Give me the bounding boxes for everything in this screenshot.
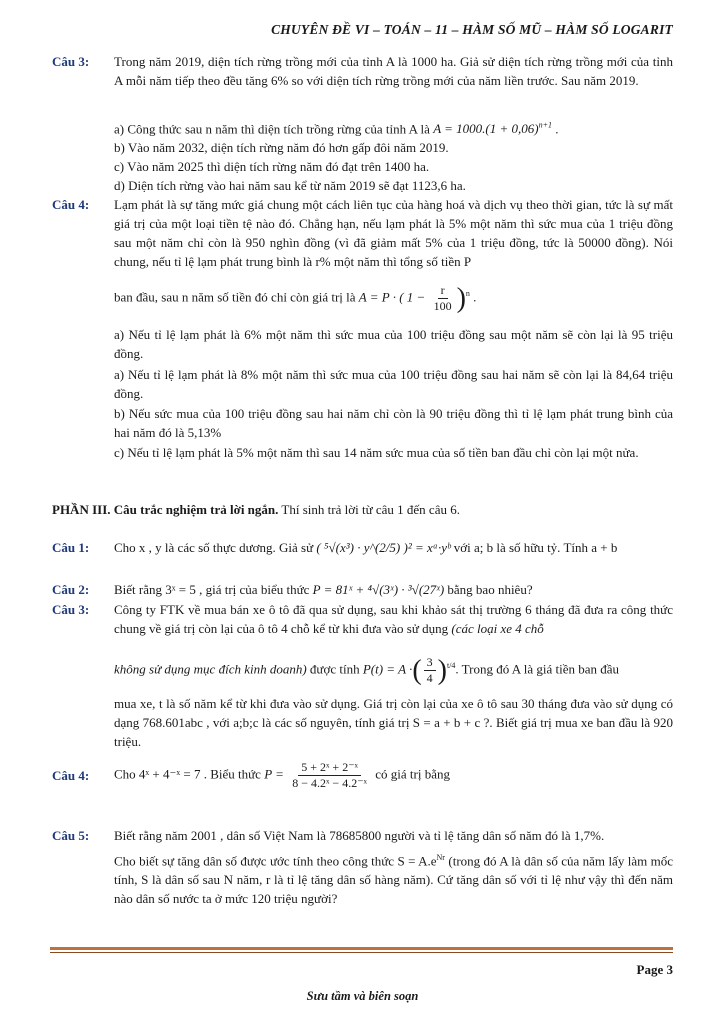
footer-divider-thin: [50, 952, 673, 953]
question-label: Câu 4:: [52, 197, 90, 212]
question-3-part2: [52, 52, 673, 112]
footer-divider: [50, 947, 673, 950]
question-label: Câu 4:: [52, 768, 90, 783]
question-label: Câu 5:: [52, 828, 90, 843]
section-title: PHẦN III. Câu trắc nghiệm trả lời ngắn. Thí sinh trả lời từ câu 1 đến câu 6.: [52, 502, 460, 517]
statement-c: c) Vào năm 2025 thì diện tích rừng năm đó đạt trên 1400 ha.: [114, 159, 430, 174]
fraction: $\frac{3}{4}$: [424, 655, 436, 686]
fraction: $\frac{r}{100}$: [433, 283, 452, 313]
statement-b: b) Vào năm 2032, diện tích rừng năm đó hơn gấp đôi năm 2019.: [114, 140, 449, 155]
short-question-2: Câu 2: Biết rằng 3ˣ = 5 , giá trị của biểu thức P = 81ˣ + ⁴√(3ˣ) · ³√(27ˣ) bằng bao nhiêu?: [52, 582, 533, 597]
statement-b: a) Nếu tỉ lệ lạm phát là 8% một năm thì sức mua của 100 triệu đồng sau hai năm sẽ còn lại là 84,64 triệu đồng.: [114, 367, 673, 401]
statement-a: a) Công thức sau n năm thì diện tích trồng rừng của tỉnh A là $A = 1000.(1 + 0,06)^{n+1}$ .: [114, 121, 559, 137]
statement-d: d) Diện tích rừng vào hai năm sau kể từ năm 2019 sẽ đạt 1123,6 ha.: [114, 178, 466, 193]
formula: ( ⁵√(x³) · y^(2/5) )² = xᵃ·yᵇ: [316, 540, 451, 555]
page-number: Page 3: [636, 962, 673, 977]
statement-c: b) Nếu sức mua của 100 triệu đồng sau hai năm chỉ còn là 90 triệu đồng thì tỉ lệ lạm phát trung bình của hai năm đó là 5,13%: [114, 406, 673, 440]
short-question-3: Câu 3: Công ty FTK về mua bán xe ô tô đã qua sử dụng, sau khi khảo sát thị trường 6 tháng đã đưa ra công thức chung về giá trị còn lại của ô tô 4 chỗ kể từ khi đưa vào sử dụng (các loại xe 4 chỗ: [52, 602, 673, 636]
formula: P = 81ˣ + ⁴√(3ˣ) · ³√(27ˣ): [312, 582, 445, 597]
question-label: Câu 3:: [52, 602, 90, 617]
short-question-5: Câu 5: Biết rằng năm 2001 , dân số Việt Nam là 78685800 người và tỉ lệ tăng dân số năm đó là 1,7%.: [52, 828, 605, 843]
formula-line: ban đầu, sau n năm số tiền đó chỉ còn giá trị là A = P · ( 1 − $\frac{r}{100}$ )$^n$ .: [114, 283, 477, 314]
question-text: Cho biết sự tăng dân số được ước tính theo công thức $S = A.e^{Nr}$ (trong đó A là dân số của năm lấy làm mốc tính, S là dân số sau N năm, r là tỉ lệ tăng dân số hàng năm). Cứ tăng dân số với tỉ lệ như vậy thì đến năm nào dân số nước ta ở mức 120 triệu người?: [114, 853, 673, 907]
short-question-4: Câu 4: Cho 4ˣ + 4⁻ˣ = 7 . Biểu thức P = $\frac{\text{5 + 2ˣ + 2⁻ˣ}}{\text{8 − 4.2ˣ − 4.2⁻ˣ}}$ có giá trị bằng: [52, 760, 450, 790]
question-label: Câu 3:: [52, 54, 90, 69]
statement-d: c) Nếu tỉ lệ lạm phát là 5% một năm thì sau 14 năm sức mua của số tiền ban đầu chỉ còn lại một nửa.: [114, 445, 639, 460]
question-4-part2: [52, 195, 673, 275]
statement-a: a) Nếu tỉ lệ lạm phát là 6% một năm thì sức mua của 100 triệu đồng sau một năm sẽ còn lại là 95 triệu đồng.: [114, 327, 673, 361]
question-text: mua xe, t là số năm kể từ khi đưa vào sử dụng. Giá trị còn lại của xe ô tô sau 30 tháng đưa vào sử dụng có dạng 768.601abc , với a;b;c là các số nguyên, tính giá trị S = a + b + c ?. Biết giá trị mua xe ban đầu là 920 triệu.: [114, 696, 673, 749]
short-question-1: Câu 1: Cho x , y là các số thực dương. Giả sử ( ⁵√(x³) · y^(2/5) )² = xᵃ·yᵇ với a; b là số hữu tỷ. Tính a + b: [52, 540, 618, 555]
formula-line: không sử dụng mục đích kinh doanh) được tính P(t) = A ·( $\frac{3}{4}$ )$^{t/4}$. Trong đó A là giá tiền ban đầu: [114, 655, 620, 686]
fraction: $\frac{\text{5 + 2ˣ + 2⁻ˣ}}{\text{8 − 4.2ˣ − 4.2⁻ˣ}}$: [292, 760, 367, 790]
question-label: Câu 1:: [52, 540, 90, 555]
question-label: Câu 2:: [52, 582, 90, 597]
page-header: CHUYÊN ĐỀ VI – TOÁN – 11 – HÀM SỐ MŨ – HÀM SỐ LOGARIT: [271, 22, 673, 37]
footer-credit: Sưu tầm và biên soạn: [306, 989, 419, 1003]
question-text: Lạm phát là sự tăng mức giá chung một cách liên tục của hàng hoá và dịch vụ theo thời gian, tức là sự mất giá trị của một loại tiền tệ nào đó. Chẳng hạn, nếu lạm phát là 5% một năm thì sức mua của 1 triệu đồng sau một năm chỉ còn là 950 nghìn đồng (vì đã giảm mất 5% của 1 triệu đồng, tức là 50000 đồng). Nói chung, nếu tỉ lệ lạm phát trung bình là r% một năm thì tổng số tiền P: [114, 197, 673, 269]
formula: $A = 1000.(1 + 0,06)^{n+1}$: [433, 121, 553, 137]
question-text: Trong năm 2019, diện tích rừng trồng mới của tỉnh A là 1000 ha. Giả sử diện tích rừng trồng mới của tỉnh A mỗi năm tiếp theo đều tăng 6% so với diện tích rừng trồng mới của năm liền trước. Sau năm 2019.: [114, 54, 673, 88]
